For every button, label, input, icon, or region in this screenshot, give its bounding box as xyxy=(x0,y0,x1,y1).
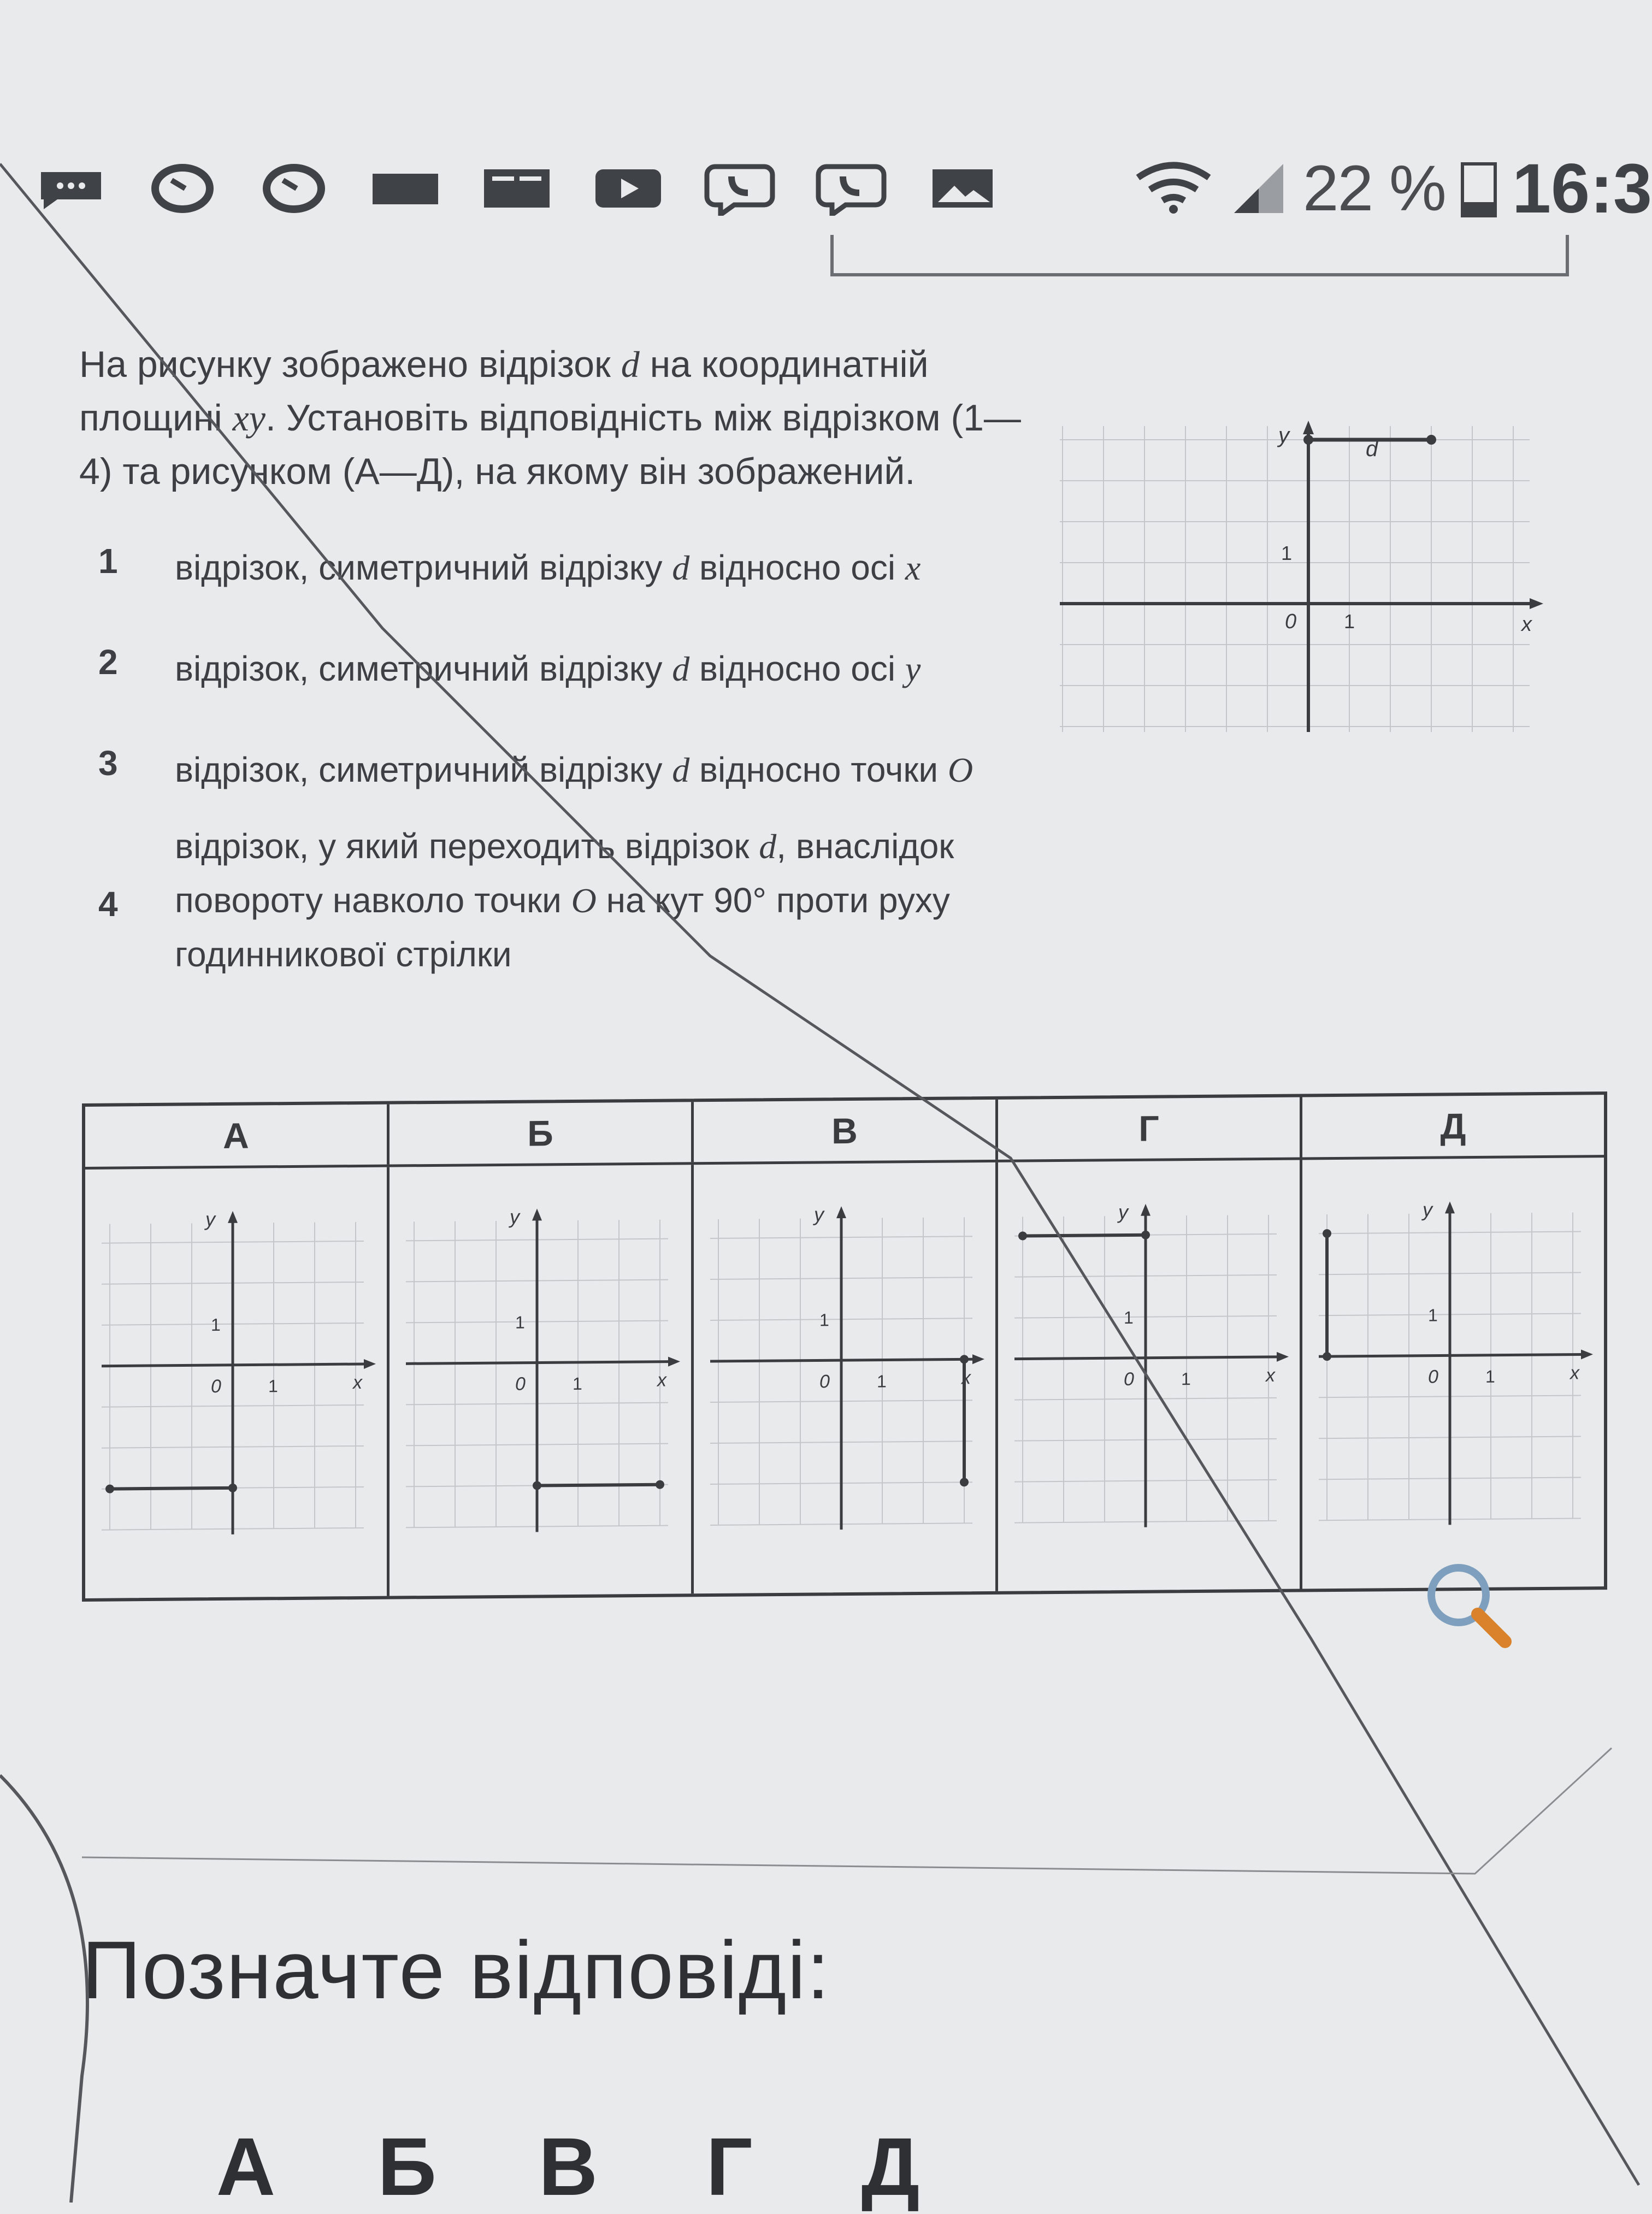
segment-endpoint xyxy=(1323,1352,1331,1361)
recycle-icon xyxy=(250,164,338,213)
y-axis-arrow xyxy=(1445,1201,1455,1213)
x-unit-label: 1 xyxy=(1485,1366,1495,1386)
y-axis-arrow xyxy=(532,1208,542,1220)
figure-header-v: В xyxy=(694,1100,998,1162)
recycle-icon xyxy=(139,164,226,213)
notification-icons xyxy=(27,147,1006,229)
plot-grid xyxy=(1060,426,1530,732)
item-number: 1 xyxy=(98,541,118,581)
news-icon xyxy=(473,164,560,213)
status-right xyxy=(1132,147,1652,229)
answer-letters xyxy=(213,2119,923,2214)
answer-option-g[interactable]: Г xyxy=(706,2121,753,2212)
answer-segment xyxy=(110,1488,233,1489)
item-number: 3 xyxy=(98,743,118,783)
youtube-icon xyxy=(585,164,672,213)
y-unit-label: 1 xyxy=(1124,1307,1134,1328)
segment-endpoint xyxy=(1018,1231,1027,1240)
figure-cell-b xyxy=(390,1165,694,1596)
message-icon xyxy=(27,164,115,213)
origin-label: 0 xyxy=(1428,1366,1438,1388)
item-number: 4 xyxy=(98,884,118,924)
figure-header-b: Б xyxy=(390,1102,694,1164)
flag-icon xyxy=(362,164,449,213)
y-axis-label: y xyxy=(1278,423,1289,447)
battery-percent: 22 % xyxy=(1302,152,1446,225)
answer-option-b[interactable]: Б xyxy=(377,2121,436,2212)
x-unit-label: 1 xyxy=(268,1376,278,1396)
figure-cell-d xyxy=(1302,1158,1604,1589)
x-axis-label: x xyxy=(1570,1362,1579,1384)
y-axis-arrow xyxy=(1303,421,1314,434)
gallery-icon xyxy=(919,164,1006,213)
segment-endpoint xyxy=(228,1484,237,1492)
figure-plot-a xyxy=(96,1200,380,1552)
x-axis-label: x xyxy=(1521,613,1532,636)
segment-endpoint xyxy=(960,1478,969,1486)
x-axis-arrow xyxy=(1277,1352,1289,1362)
x-axis-label: x xyxy=(353,1372,362,1394)
y-unit-label: 1 xyxy=(211,1315,221,1335)
segment-endpoint xyxy=(1303,435,1313,445)
status-bar xyxy=(0,147,1652,229)
y-axis-arrow xyxy=(1141,1204,1150,1216)
y-axis-label: y xyxy=(510,1205,520,1228)
y-unit-label: 1 xyxy=(1428,1305,1438,1325)
x-axis-arrow xyxy=(1581,1349,1593,1359)
segment-endpoint xyxy=(105,1485,114,1493)
figure-plot-v xyxy=(705,1195,989,1547)
segment-endpoint xyxy=(533,1481,541,1490)
y-axis-label: y xyxy=(1118,1200,1128,1224)
figures-table xyxy=(82,1091,1607,1602)
x-axis-label: x xyxy=(961,1367,971,1389)
y-unit-label: 1 xyxy=(1281,542,1293,564)
mark-answers-label: Позначте відповіді: xyxy=(82,1924,831,2016)
x-unit-label: 1 xyxy=(1181,1369,1191,1389)
clock-time: 16:3 xyxy=(1512,149,1652,228)
segment-endpoint xyxy=(960,1355,969,1363)
origin-label: 0 xyxy=(1124,1368,1134,1390)
segment-endpoint xyxy=(1426,435,1436,445)
answer-option-v[interactable]: В xyxy=(538,2121,598,2212)
item-text: відрізок, симетричний відрізку d відносно осі x xyxy=(175,548,921,587)
x-unit-label: 1 xyxy=(1344,610,1355,633)
item-text: відрізок, симетричний відрізку d відносно осі y xyxy=(175,649,921,688)
item-text: відрізок, симетричний відрізку d відносно точки O xyxy=(175,750,974,789)
y-axis-label: y xyxy=(205,1208,215,1231)
figure-header-g: Г xyxy=(998,1097,1302,1159)
x-axis-arrow xyxy=(972,1354,984,1364)
battery-icon xyxy=(1460,158,1498,219)
x-unit-label: 1 xyxy=(877,1371,887,1391)
viber-icon xyxy=(696,164,783,213)
x-axis-arrow xyxy=(364,1359,376,1369)
figure-plot-b xyxy=(400,1197,685,1549)
answer-segment xyxy=(1023,1235,1146,1236)
viber-icon xyxy=(807,164,895,213)
answer-option-d[interactable]: Д xyxy=(861,2121,920,2212)
figure-header-d: Д xyxy=(1440,1106,1466,1147)
signal-icon xyxy=(1229,161,1289,216)
answer-option-a[interactable]: А xyxy=(216,2121,276,2212)
x-unit-label: 1 xyxy=(573,1373,582,1394)
answer-segment xyxy=(537,1485,660,1486)
figures-header-row xyxy=(85,1095,1604,1170)
y-axis-arrow xyxy=(836,1206,846,1218)
segment-d-label: d xyxy=(1366,437,1378,461)
x-axis-arrow xyxy=(1530,598,1543,609)
problem-intro: На рисунку зображено відрізок d на координатній площині xy. Установіть відповідність між відрізком (1—4) та рисунком (А—Д), на якому він зображений. xyxy=(79,344,1021,492)
segment-endpoint xyxy=(1323,1229,1331,1238)
figure-header-a: А xyxy=(85,1105,390,1167)
y-unit-label: 1 xyxy=(515,1312,525,1332)
y-axis-label: y xyxy=(1423,1198,1432,1221)
y-axis-arrow xyxy=(228,1211,238,1223)
reference-plot xyxy=(1060,415,1551,743)
figure-cell-a xyxy=(85,1167,390,1598)
segment-endpoint xyxy=(656,1480,664,1489)
figure-cell-v xyxy=(694,1162,998,1593)
segment-endpoint xyxy=(1141,1231,1150,1239)
origin-label: 0 xyxy=(819,1371,830,1392)
x-axis-label: x xyxy=(1266,1365,1275,1386)
wifi-icon xyxy=(1132,161,1214,216)
figure-plot-d xyxy=(1313,1190,1597,1542)
item-text: відрізок, у який переходить відрізок d, внаслідок повороту навколо точки O на кут 90° проти руху годинникової стрілки xyxy=(175,826,954,974)
x-axis-arrow xyxy=(668,1356,680,1366)
origin-label: 0 xyxy=(211,1375,221,1397)
y-unit-label: 1 xyxy=(819,1310,829,1330)
origin-label: 0 xyxy=(1285,610,1297,633)
y-axis-label: y xyxy=(814,1203,824,1226)
x-axis-label: x xyxy=(657,1369,666,1391)
figure-plot-g xyxy=(1009,1193,1293,1545)
bracket-decoration xyxy=(830,235,1569,276)
magnifier-icon[interactable] xyxy=(1420,1557,1519,1655)
origin-label: 0 xyxy=(515,1373,526,1395)
figure-cell-g xyxy=(998,1160,1302,1591)
item-number: 2 xyxy=(98,642,118,682)
figures-body-row xyxy=(85,1158,1604,1598)
